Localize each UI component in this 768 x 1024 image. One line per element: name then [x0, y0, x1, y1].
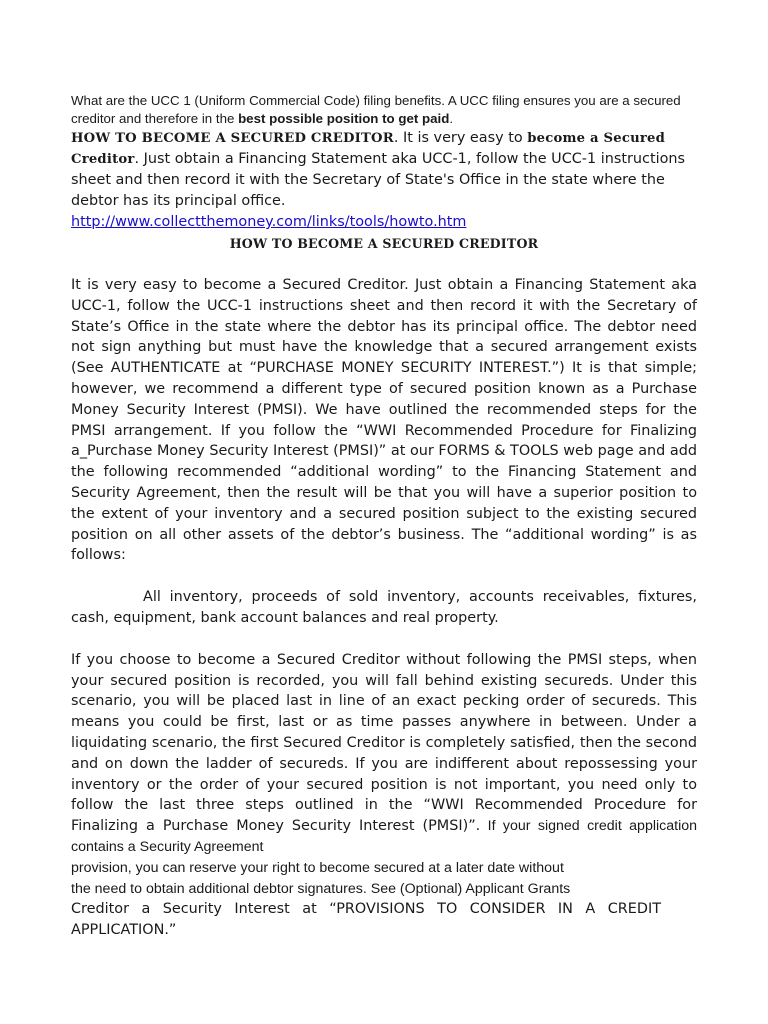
intro-text-1: What are the UCC 1 (Uniform Commercial Code) filing benefits. A UCC filing ensures you are a secured creditor and therefore in the [71, 93, 681, 126]
spacer [71, 254, 697, 275]
paragraph-3-line-3: the need to obtain additional debtor signatures. See (Optional) Applicant Grants [71, 880, 571, 897]
body-paragraph-3 [71, 650, 697, 858]
intro-paragraph [71, 92, 697, 128]
document-page [71, 92, 697, 941]
spacer [71, 566, 697, 587]
section1-text-1: . It is very easy to [393, 130, 528, 146]
body-paragraph-1: It is very easy to become a Secured Creditor. Just obtain a Financing Statement aka UCC-1, follow the UCC-1 instructions sheet and then record it with the Secretary of State’s Office in the state where the debtor has its principal office. The debtor need not sign anything but must have the knowledge that a secured arrangement exists (See AUTHENTICATE at “PURCHASE MONEY SECURITY INTEREST.”) It is that simple; however, we recommend a different type of secured position known as a Purchase Money Security Interest (PMSI). We have outlined the recommended steps for the PMSI arrangement. If you follow the “WWI Recommended Procedure for Finalizing a_Purchase Money Security Interest (PMSI)” at our FORMS & TOOLS web page and add the following recommended “additional wording” to the Financing Statement and Security Agreement, then the result will be that you will have a superior position to the extent of your inventory and a secured position subject to the existing secured position on all other assets of the debtor’s business. The “additional wording” is as follows: [71, 277, 697, 564]
section1-text-2: . Just obtain a Financing Statement aka UCC-1, follow the UCC-1 instructions sheet and then record it with the Secretary of State's Office in the state where the debtor has its principal office. [71, 151, 686, 209]
section1-bold-text: become a Secured Creditor [71, 131, 666, 167]
body-paragraph-2: All inventory, proceeds of sold inventory, accounts receivables, fixtures, cash, equipment, bank account balances and real property. [71, 589, 697, 626]
paragraph-3-line-2: provision, you can reserve your right to become secured at a later date without [71, 859, 564, 876]
howto-link[interactable]: http://www.collectthemoney.com/links/tools/howto.htm [71, 214, 467, 230]
intro-text-2: . [449, 111, 454, 126]
paragraph-3-text: If you choose to become a Secured Creditor without following the PMSI steps, when your secured position is recorded, you will fall behind existing secureds. Under this scenario, you will be placed last in line of an exact pecking order of secureds. This means you could be first, last or as time passes anywhere in between. Under a liquidating scenario, the first Secured Creditor is completely satisfied, then the second and on down the ladder of secureds. If you are indifferent about repossessing your inventory or the order of your secured position is not important, you need only to follow the last three steps outlined in the “WWI Recommended Procedure for Finalizing a Purchase Money Security Interest (PMSI)”. [71, 651, 697, 835]
spacer [71, 629, 697, 650]
section-heading: HOW TO BECOME A SECURED CREDITOR [229, 236, 539, 251]
paragraph-3-tail: If your signed credit application contains a Security Agreement [71, 818, 697, 855]
paragraph-3-line-4: Creditor a Security Interest at “PROVISIONS TO CONSIDER IN A CREDIT [71, 901, 661, 918]
intro-bold-text: best possible position to get paid [238, 111, 450, 126]
section1-inline-heading: HOW TO BECOME A SECURED CREDITOR [71, 131, 394, 146]
paragraph-3-line-5: APPLICATION.” [71, 922, 177, 939]
section1-paragraph [71, 128, 697, 233]
